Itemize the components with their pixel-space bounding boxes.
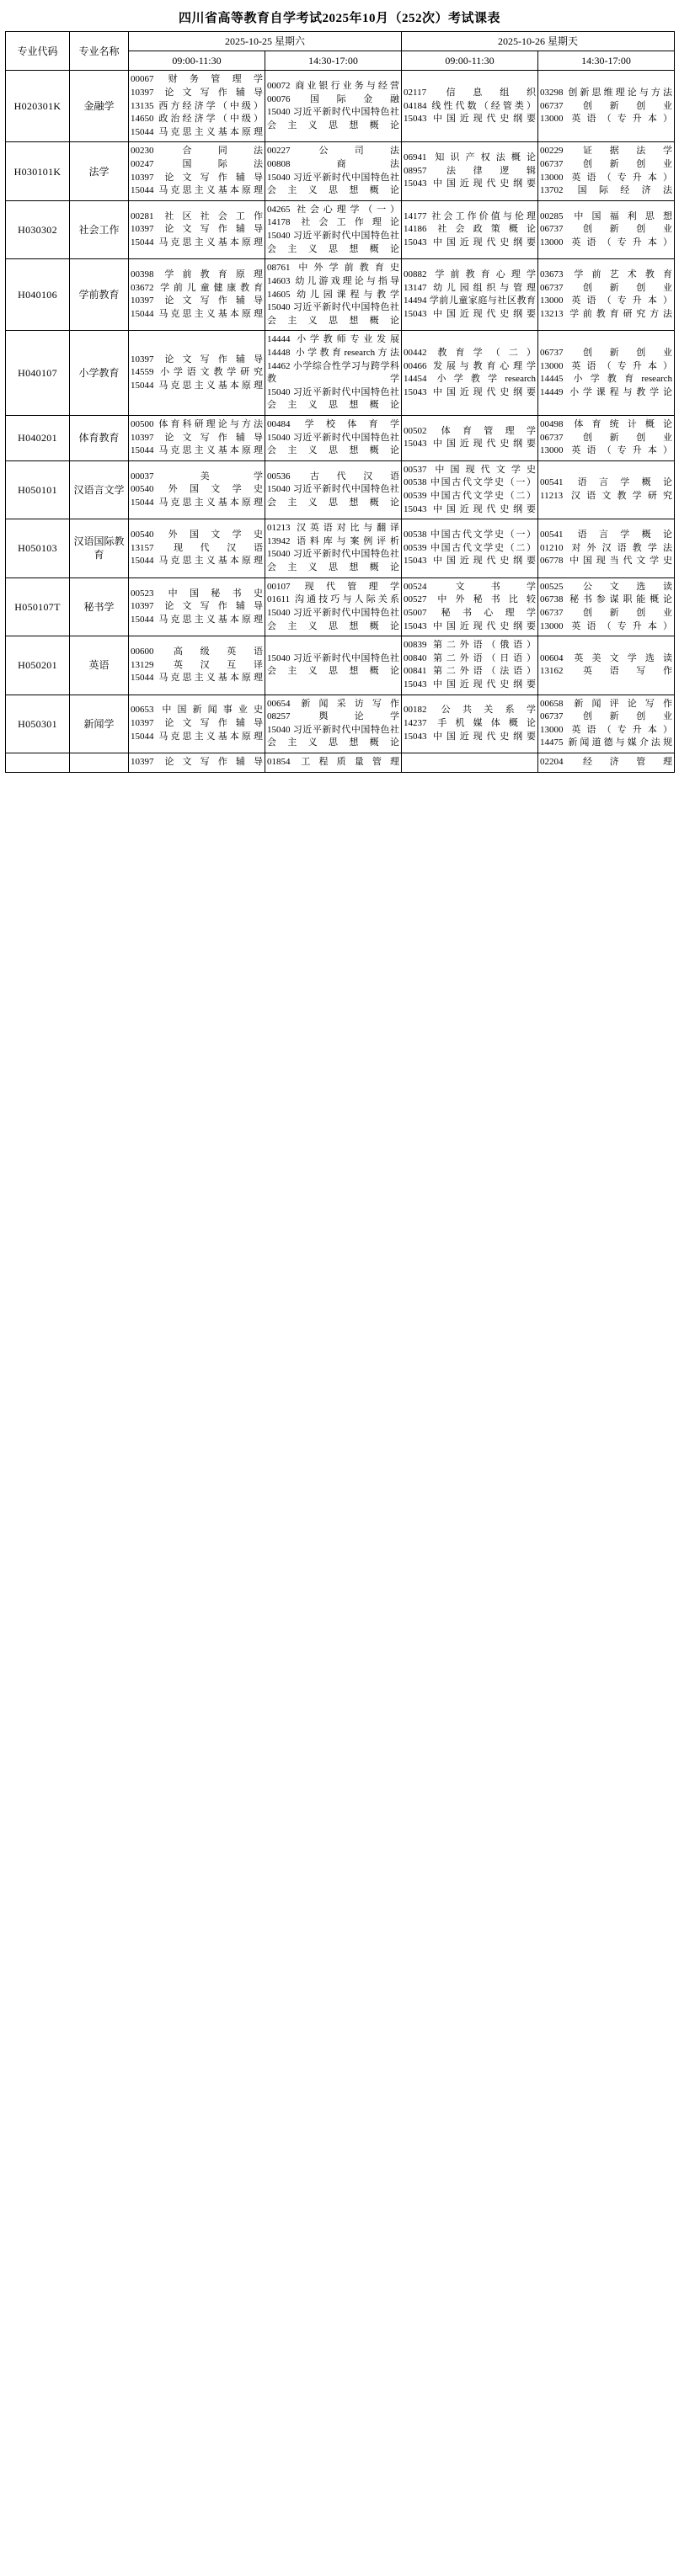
course-item: 00839 第二外语（俄语） (404, 640, 536, 651)
course-item: 10397 论文写作辅导 (131, 432, 263, 443)
course-item: 10397 论文写作辅导 (131, 87, 263, 98)
course-item: 01611 沟通技巧与人际关系 (267, 594, 399, 605)
course-item: 03672 学前儿童健康教育 (131, 282, 263, 293)
course-cell-1 (129, 142, 265, 200)
course-cell-3 (402, 200, 538, 258)
course-cell-4 (538, 519, 675, 577)
course-item: 15043 中国近现代史纲要 (404, 114, 536, 125)
course-list (267, 80, 399, 132)
course-item: 01854 工程质量管理 (267, 757, 399, 768)
course-list (267, 333, 399, 412)
course-item: 06737 创新创业 (540, 347, 672, 358)
table-row (6, 460, 675, 519)
course-cell-2 (265, 142, 402, 200)
course-item: 00538 中国古代文学史（一） (404, 477, 536, 488)
course-item: 08761 中外学前教育史 (267, 263, 399, 274)
course-item: 03298 创新思维理论与方法 (540, 87, 672, 98)
course-list (267, 652, 399, 679)
course-item: 00653 中国新闻事业史 (131, 705, 263, 716)
course-item: 15043 中国近现代史纲要 (404, 620, 536, 631)
course-item: 01210 对外汉语教学法 (540, 542, 672, 553)
course-cell-4 (538, 695, 675, 753)
table-row (6, 636, 675, 695)
course-item: 04265 社会心理学（一） (267, 204, 399, 215)
course-item: 05007 秘书心理学 (404, 607, 536, 618)
course-item: 15044 马克思主义基本原理 (131, 731, 263, 742)
course-list (267, 756, 399, 769)
major-code: H030101K (6, 142, 70, 200)
major-code (6, 753, 70, 773)
course-item: 13129 英汉互译 (131, 659, 263, 670)
course-cell-2 (265, 519, 402, 577)
course-list (131, 145, 263, 197)
course-item: 00281 社区社会工作 (131, 210, 263, 221)
course-item: 13000 英语（专升本） (540, 114, 672, 125)
course-list (267, 581, 399, 633)
major-name: 学前教育 (70, 259, 129, 331)
course-item: 15043 中国近现代史纲要 (404, 679, 536, 689)
course-list (540, 145, 672, 197)
course-list (540, 418, 672, 458)
course-cell-1 (129, 71, 265, 142)
table-header-row (6, 32, 675, 51)
course-item: 15043 中国近现代史纲要 (404, 237, 536, 247)
major-name: 新闻学 (70, 695, 129, 753)
course-item: 14177 社会工作价值与伦理 (404, 210, 536, 221)
course-cell-1 (129, 577, 265, 636)
course-item: 15040 习近平新时代中国特色社会主义思想概论 (267, 607, 399, 631)
major-name: 小学教育 (70, 331, 129, 416)
course-cell-4 (538, 259, 675, 331)
course-item: 00107 现代管理学 (267, 581, 399, 592)
course-item: 14559 小学语文教学研究 (131, 367, 263, 378)
course-item: 00229 证据法学 (540, 146, 672, 157)
course-list (540, 269, 672, 321)
major-code: H040201 (6, 416, 70, 461)
major-name (70, 753, 129, 773)
course-item: 00247 国际法 (131, 159, 263, 170)
course-cell-1 (129, 636, 265, 695)
course-list (540, 581, 672, 633)
course-item: 06738 秘书参谋职能概论 (540, 594, 672, 605)
course-item: 15044 马克思主义基本原理 (131, 497, 263, 508)
course-cell-3 (402, 695, 538, 753)
course-item: 13942 语料库与案例评析 (267, 535, 399, 546)
course-item: 00600 高级英语 (131, 646, 263, 657)
course-item: 15043 中国近现代史纲要 (404, 308, 536, 319)
course-item: 00527 中外秘书比较 (404, 594, 536, 605)
course-item: 15043 中国近现代史纲要 (404, 503, 536, 514)
course-cell-4 (538, 71, 675, 142)
course-cell-3 (402, 259, 538, 331)
course-item: 15040 习近平新时代中国特色社会主义思想概论 (267, 302, 399, 326)
course-item: 15040 习近平新时代中国特色社会主义思想概论 (267, 386, 399, 411)
course-item: 15040 习近平新时代中国特色社会主义思想概论 (267, 432, 399, 456)
course-item: 00502 体育管理学 (404, 425, 536, 436)
header-time-2: 14:30-17:00 (265, 51, 402, 71)
course-item: 14449 小学课程与教学论 (540, 386, 672, 397)
course-cell-3 (402, 142, 538, 200)
course-cell-1 (129, 259, 265, 331)
course-cell-2 (265, 695, 402, 753)
course-list (404, 269, 536, 321)
course-item: 15043 中国近现代史纲要 (404, 386, 536, 397)
course-item: 04184 线性代数（经管类） (404, 100, 536, 111)
course-item: 02117 信息组织 (404, 87, 536, 98)
table-row (6, 577, 675, 636)
course-list (404, 581, 536, 633)
course-item: 13213 学前教育研究方法 (540, 308, 672, 319)
course-item: 13157 现代汉语 (131, 542, 263, 553)
course-item: 00484 学校体育学 (267, 419, 399, 429)
header-date-1: 2025-10-25 星期六 (129, 32, 402, 51)
course-cell-1 (129, 331, 265, 416)
course-cell-4 (538, 416, 675, 461)
course-item: 00539 中国古代文学史（二） (404, 542, 536, 553)
course-cell-4 (538, 142, 675, 200)
course-item: 13000 英语（专升本） (540, 172, 672, 183)
course-cell-2 (265, 460, 402, 519)
course-item: 14186 社会政策概论 (404, 224, 536, 235)
course-item: 15040 习近平新时代中国特色社会主义思想概论 (267, 549, 399, 573)
table-row (6, 695, 675, 753)
course-list (267, 418, 399, 458)
course-list (131, 73, 263, 139)
course-list (267, 522, 399, 574)
course-item: 13000 英语（专升本） (540, 295, 672, 306)
course-list (267, 698, 399, 750)
course-cell-2 (265, 331, 402, 416)
course-item: 10397 论文写作辅导 (131, 601, 263, 612)
course-item: 15040 习近平新时代中国特色社会主义思想概论 (267, 724, 399, 748)
course-item: 00882 学前教育心理学 (404, 269, 536, 280)
course-item: 08257 舆论学 (267, 711, 399, 722)
course-item: 13000 英语（专升本） (540, 620, 672, 631)
course-item: 06737 创新创业 (540, 607, 672, 618)
course-item: 15040 习近平新时代中国特色社会主义思想概论 (267, 652, 399, 677)
course-item: 15044 马克思主义基本原理 (131, 380, 263, 391)
course-cell-2 (265, 577, 402, 636)
major-code: H050301 (6, 695, 70, 753)
course-item: 06778 中国现当代文学史 (540, 556, 672, 567)
course-item: 00442 教育学（二） (404, 347, 536, 358)
table-row (6, 71, 675, 142)
major-code: H050101 (6, 460, 70, 519)
course-item: 14237 手机媒体概论 (404, 717, 536, 728)
course-cell-2 (265, 753, 402, 773)
course-item: 11213 汉语文教学研究 (540, 491, 672, 502)
table-row (6, 259, 675, 331)
course-item: 15043 中国近现代史纲要 (404, 439, 536, 450)
course-list (540, 347, 672, 399)
course-list (131, 646, 263, 685)
course-item: 00540 外国文学史 (131, 530, 263, 540)
course-item: 00539 中国古代文学史（二） (404, 491, 536, 502)
major-code: H030302 (6, 200, 70, 258)
course-list (404, 704, 536, 743)
course-list (131, 704, 263, 743)
course-item: 13135 西方经济学（中级） (131, 100, 263, 111)
course-cell-4 (538, 331, 675, 416)
header-major-name: 专业名称 (70, 32, 129, 71)
course-list (540, 87, 672, 126)
course-item: 13000 英语（专升本） (540, 724, 672, 735)
course-list (540, 476, 672, 503)
course-item: 10397 论文写作辅导 (131, 224, 263, 235)
major-code: H050107T (6, 577, 70, 636)
course-item: 00840 第二外语（日语） (404, 652, 536, 663)
course-item: 00285 中国福利思想 (540, 210, 672, 221)
course-item: 14462 小学综合性学习与跨学科教学 (267, 360, 399, 385)
table-row (6, 416, 675, 461)
course-item: 14448 小学教育research方法 (267, 347, 399, 358)
course-item: 15043 中国近现代史纲要 (404, 178, 536, 189)
course-item: 15044 马克思主义基本原理 (131, 673, 263, 684)
course-item: 06737 创新创业 (540, 711, 672, 722)
course-list (404, 464, 536, 516)
course-item: 14475 新闻道德与媒介法规 (540, 737, 672, 748)
table-row (6, 142, 675, 200)
course-item: 00398 学前教育原理 (131, 269, 263, 280)
course-cell-1 (129, 753, 265, 773)
course-item: 15043 中国近现代史纲要 (404, 731, 536, 742)
course-list (131, 471, 263, 510)
course-item: 00037 美学 (131, 471, 263, 482)
header-time-3: 09:00-11:30 (402, 51, 538, 71)
course-item: 00541 语言学概论 (540, 530, 672, 540)
course-item: 00537 中国现代文学史 (404, 464, 536, 475)
course-item: 00525 公文选读 (540, 581, 672, 592)
course-item: 00076 国际金融 (267, 93, 399, 104)
course-list (131, 529, 263, 568)
course-cell-3 (402, 519, 538, 577)
course-cell-4 (538, 636, 675, 695)
course-list (131, 418, 263, 458)
course-item: 00604 英美文学选读 (540, 652, 672, 663)
course-item: 14178 社会工作理论 (267, 217, 399, 228)
course-item: 00230 合同法 (131, 146, 263, 157)
course-item: 15044 马克思主义基本原理 (131, 556, 263, 567)
major-name: 英语 (70, 636, 129, 695)
course-item: 00536 古代汉语 (267, 471, 399, 482)
course-item: 01213 汉英语对比与翻译 (267, 523, 399, 534)
major-code: H050103 (6, 519, 70, 577)
course-list (540, 756, 672, 769)
course-cell-3 (402, 460, 538, 519)
course-item: 13000 英语（专升本） (540, 360, 672, 371)
course-item: 14650 政治经济学（中级） (131, 114, 263, 125)
table-body (6, 71, 675, 772)
exam-schedule-table (5, 31, 675, 773)
major-code: H050201 (6, 636, 70, 695)
major-name: 金融学 (70, 71, 129, 142)
course-item: 10397 论文写作辅导 (131, 295, 263, 306)
course-item: 13000 英语（专升本） (540, 237, 672, 247)
course-item: 00182 公共关系学 (404, 705, 536, 716)
course-item: 00500 体育科研理论与方法 (131, 419, 263, 429)
course-list (404, 87, 536, 126)
course-item: 15040 习近平新时代中国特色社会主义思想概论 (267, 231, 399, 254)
course-item: 00227 公司法 (267, 146, 399, 157)
course-list (131, 354, 263, 393)
course-item: 00523 中国秘书史 (131, 588, 263, 599)
course-cell-4 (538, 753, 675, 773)
course-cell-2 (265, 200, 402, 258)
course-item: 00841 第二外语（法语） (404, 666, 536, 677)
header-date-2: 2025-10-26 星期天 (402, 32, 675, 51)
major-name: 法学 (70, 142, 129, 200)
course-list (540, 210, 672, 250)
course-item: 15044 马克思主义基本原理 (131, 185, 263, 196)
course-cell-1 (129, 200, 265, 258)
course-cell-2 (265, 416, 402, 461)
major-name: 汉语言文学 (70, 460, 129, 519)
course-list (267, 204, 399, 256)
course-item: 15040 习近平新时代中国特色社会主义思想概论 (267, 172, 399, 196)
course-item: 10397 论文写作辅导 (131, 757, 263, 768)
course-cell-2 (265, 71, 402, 142)
major-name: 汉语国际教育 (70, 519, 129, 577)
course-item: 00072 商业银行业务与经营 (267, 81, 399, 92)
course-item: 15044 马克思主义基本原理 (131, 614, 263, 625)
page-title: 四川省高等教育自学考试2025年10月（252次）考试课表 (178, 12, 500, 25)
major-code: H020301K (6, 71, 70, 142)
course-item: 13702 国际经济法 (540, 185, 672, 196)
course-item: 06737 创新创业 (540, 282, 672, 293)
course-cell-2 (265, 259, 402, 331)
exam-schedule-page (0, 0, 679, 773)
course-list (267, 262, 399, 327)
table-row (6, 331, 675, 416)
course-item: 06737 创新创业 (540, 100, 672, 111)
course-item: 00658 新闻评论写作 (540, 698, 672, 709)
course-cell-3 (402, 636, 538, 695)
course-list (131, 588, 263, 627)
course-cell-4 (538, 460, 675, 519)
major-code: H040107 (6, 331, 70, 416)
course-item: 10397 论文写作辅导 (131, 172, 263, 183)
course-item: 06737 创新创业 (540, 432, 672, 443)
course-item: 00541 语言学概论 (540, 477, 672, 488)
course-list (131, 210, 263, 250)
major-name: 社会工作 (70, 200, 129, 258)
course-item: 00808 商法 (267, 159, 399, 170)
course-item: 15044 马克思主义基本原理 (131, 237, 263, 247)
course-cell-1 (129, 695, 265, 753)
course-list (131, 756, 263, 769)
major-code: H040106 (6, 259, 70, 331)
course-cell-3 (402, 577, 538, 636)
course-list (404, 152, 536, 191)
course-item: 06737 创新创业 (540, 224, 672, 235)
course-item: 15043 中国近现代史纲要 (404, 556, 536, 567)
table-row (6, 753, 675, 773)
header-time-1: 09:00-11:30 (129, 51, 265, 71)
course-item: 10397 论文写作辅导 (131, 717, 263, 728)
course-cell-4 (538, 200, 675, 258)
course-item: 00498 体育统计概论 (540, 419, 672, 429)
major-name: 秘书学 (70, 577, 129, 636)
course-item: 00654 新闻采访写作 (267, 698, 399, 709)
course-item: 00067 财务管理学 (131, 74, 263, 85)
table-row (6, 200, 675, 258)
course-list (404, 210, 536, 250)
course-item: 00540 外国文学史 (131, 484, 263, 495)
course-cell-2 (265, 636, 402, 695)
course-cell-3 (402, 331, 538, 416)
course-item: 13147 幼儿园组织与管理 (404, 282, 536, 293)
course-item: 00524 文书学 (404, 581, 536, 592)
course-item: 15040 习近平新时代中国特色社会主义思想概论 (267, 484, 399, 508)
course-item: 15044 马克思主义基本原理 (131, 126, 263, 137)
course-item: 02204 经济管理 (540, 757, 672, 768)
course-item: 00538 中国古代文学史（一） (404, 530, 536, 540)
course-item: 00466 发展与教育心理学 (404, 360, 536, 371)
course-item: 14445 小学教育research (540, 374, 672, 385)
course-cell-3 (402, 753, 538, 773)
course-list (131, 269, 263, 321)
course-item: 13162 英语写作 (540, 666, 672, 677)
course-cell-3 (402, 71, 538, 142)
course-item: 15044 马克思主义基本原理 (131, 308, 263, 319)
course-cell-1 (129, 416, 265, 461)
course-item: 15040 习近平新时代中国特色社会主义思想概论 (267, 107, 399, 130)
course-item: 14603 幼儿游戏理论与指导 (267, 275, 399, 286)
course-item: 14494 学前儿童家庭与社区教育 (404, 295, 536, 306)
course-item: 06941 知识产权法概论 (404, 152, 536, 163)
course-item: 10397 论文写作辅导 (131, 354, 263, 365)
course-item: 14605 幼儿园课程与教学 (267, 289, 399, 300)
course-cell-3 (402, 416, 538, 461)
course-item: 14454 小学教学research (404, 374, 536, 385)
table-row (6, 519, 675, 577)
course-list (404, 425, 536, 451)
course-list (404, 529, 536, 568)
course-item: 06737 创新创业 (540, 159, 672, 170)
course-list (540, 698, 672, 750)
header-major-code: 专业代码 (6, 32, 70, 71)
course-cell-4 (538, 577, 675, 636)
course-item: 08957 法律逻辑 (404, 165, 536, 176)
course-list (404, 347, 536, 399)
course-item: 13000 英语（专升本） (540, 445, 672, 456)
course-cell-1 (129, 519, 265, 577)
course-item: 14444 小学教师专业发展 (267, 334, 399, 345)
course-item: 15044 马克思主义基本原理 (131, 445, 263, 456)
course-list (540, 529, 672, 568)
course-cell-1 (129, 460, 265, 519)
course-list (267, 145, 399, 197)
course-list (267, 471, 399, 510)
header-time-4: 14:30-17:00 (538, 51, 675, 71)
course-list (404, 639, 536, 691)
course-item: 03673 学前艺术教育 (540, 269, 672, 280)
major-name: 体育教育 (70, 416, 129, 461)
course-list (540, 652, 672, 679)
